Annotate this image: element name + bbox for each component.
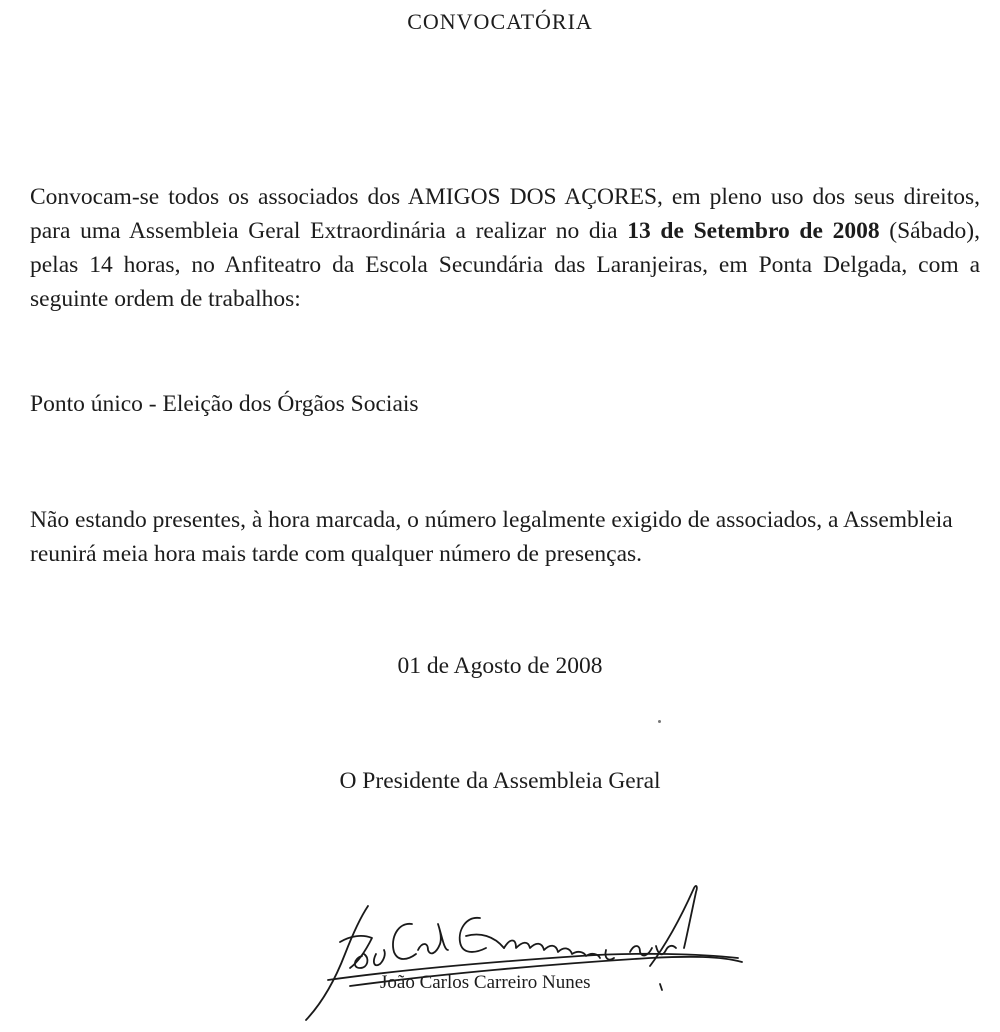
- signatory-name: João Carlos Carreiro Nunes: [380, 972, 591, 993]
- document-date: 01 de Agosto de 2008: [397, 653, 603, 679]
- document-title: CONVOCATÓRIA: [407, 9, 593, 34]
- agenda-item: Ponto único - Eleição dos Órgãos Sociais: [30, 391, 419, 417]
- signatory-role: O Presidente da Assembleia Geral: [339, 768, 661, 794]
- convocation-text-end: (Sábado), pelas 14 horas, no Anfiteatro da Escola Secundária das Laranjeiras, em Ponta Delgada, com a seguinte ordem de trabalhos:: [30, 218, 980, 312]
- convocation-text-start: Convocam-se todos os associados dos AMIGOS DOS AÇORES, em pleno uso dos seus direitos, para uma Assembleia Geral Extraordinária a realizar no dia: [30, 184, 980, 244]
- convocation-paragraph: [30, 180, 980, 316]
- scan-speck: [658, 720, 661, 723]
- handwritten-signature: [290, 858, 750, 1028]
- meeting-date-bold: 13 de Setembro de 2008: [627, 218, 880, 244]
- quorum-paragraph: Não estando presentes, à hora marcada, o número legalmente exigido de associados, a Assembleia reunirá meia hora mais tarde com qualquer número de presenças.: [30, 507, 953, 567]
- signature-drawing: [290, 858, 750, 1028]
